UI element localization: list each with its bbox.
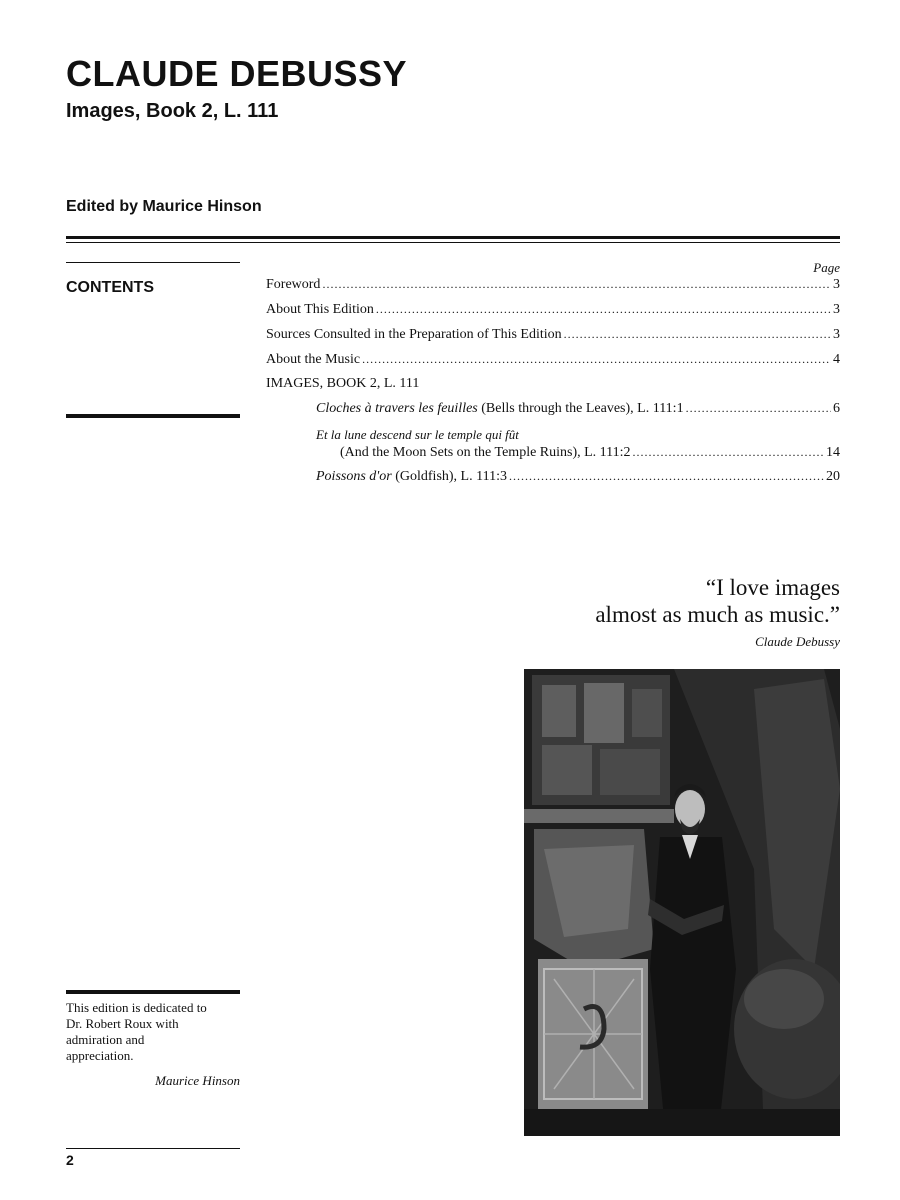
toc-entry (266, 328, 840, 342)
toc-entry-title-french: Et la lune descend sur le temple qui fût (316, 427, 519, 442)
toc-entry (266, 303, 840, 317)
toc-entry-title: IMAGES, BOOK 2, L. 111 (266, 376, 420, 391)
toc-entry-page: 20 (826, 469, 840, 484)
toc-entry-title: About the Music (266, 352, 361, 367)
toc-entry-title (316, 470, 507, 484)
quote-line: almost as much as music.” (595, 602, 840, 627)
header-rule-thick (66, 236, 840, 239)
toc-leader (564, 328, 831, 340)
toc-entry (266, 470, 840, 484)
epigraph-quote (595, 574, 840, 628)
toc-entry-title-english: (And the Moon Sets on the Temple Ruins), L. 111:2 (340, 445, 631, 460)
toc-entry (266, 353, 840, 367)
dedication-line: admiration and (66, 1032, 145, 1047)
toc-leader (362, 353, 831, 365)
editor-credit: Edited by Maurice Hinson (66, 198, 262, 215)
dedication-line: appreciation. (66, 1048, 134, 1063)
toc-entry (266, 278, 840, 292)
contents-rule-top (66, 262, 240, 263)
composer-title: CLAUDE DEBUSSY (66, 53, 408, 94)
toc-entry (266, 446, 840, 460)
toc-leader (376, 303, 831, 315)
page-number: 2 (66, 1152, 74, 1168)
work-subtitle: Images, Book 2, L. 111 (66, 100, 279, 122)
dedication-text (66, 1000, 242, 1064)
quote-attribution: Claude Debussy (755, 634, 840, 649)
footer-rule (66, 1148, 240, 1149)
toc-entry-title-english: (Goldfish), L. 111:3 (391, 469, 507, 484)
header-rule-thin (66, 242, 840, 243)
toc-entry (266, 402, 840, 416)
toc-entry-page: 14 (826, 445, 840, 460)
toc-section-heading (266, 377, 840, 391)
contents-rule-bottom (66, 414, 240, 418)
toc-entry-title (316, 402, 684, 416)
toc-entry-title-french: Cloches à travers les feuilles (316, 401, 478, 416)
contents-heading: CONTENTS (66, 279, 154, 296)
toc-entry-title: About This Edition (266, 302, 374, 317)
toc-entry-page: 3 (833, 302, 840, 317)
toc-entry-title: Foreword (266, 277, 321, 292)
toc-page-label: Page (813, 260, 840, 275)
quote-line: “I love images (705, 575, 840, 600)
toc-entry-title: Sources Consulted in the Preparation of This Edition (266, 327, 562, 342)
toc-leader (633, 446, 824, 458)
toc-entry-line1 (266, 428, 840, 441)
toc-entry-title-french: Poissons d'or (316, 469, 392, 484)
toc-entry-page: 3 (833, 277, 840, 292)
dedication-signature: Maurice Hinson (155, 1073, 240, 1088)
toc-entry-page: 3 (833, 327, 840, 342)
dedication-rule-top (66, 990, 240, 994)
toc-entry-page: 4 (833, 352, 840, 367)
toc-leader (509, 470, 824, 482)
dedication-line: This edition is dedicated to (66, 1000, 207, 1015)
debussy-portrait-photo (524, 669, 840, 1136)
toc-entry-title-english: (Bells through the Leaves), L. 111:1 (477, 401, 684, 416)
portrait-illustration (524, 669, 840, 1136)
dedication-line: Dr. Robert Roux with (66, 1016, 179, 1031)
toc-leader (686, 402, 831, 414)
toc-entry-page: 6 (833, 401, 840, 416)
toc-leader (322, 278, 831, 290)
table-of-contents (266, 276, 840, 496)
